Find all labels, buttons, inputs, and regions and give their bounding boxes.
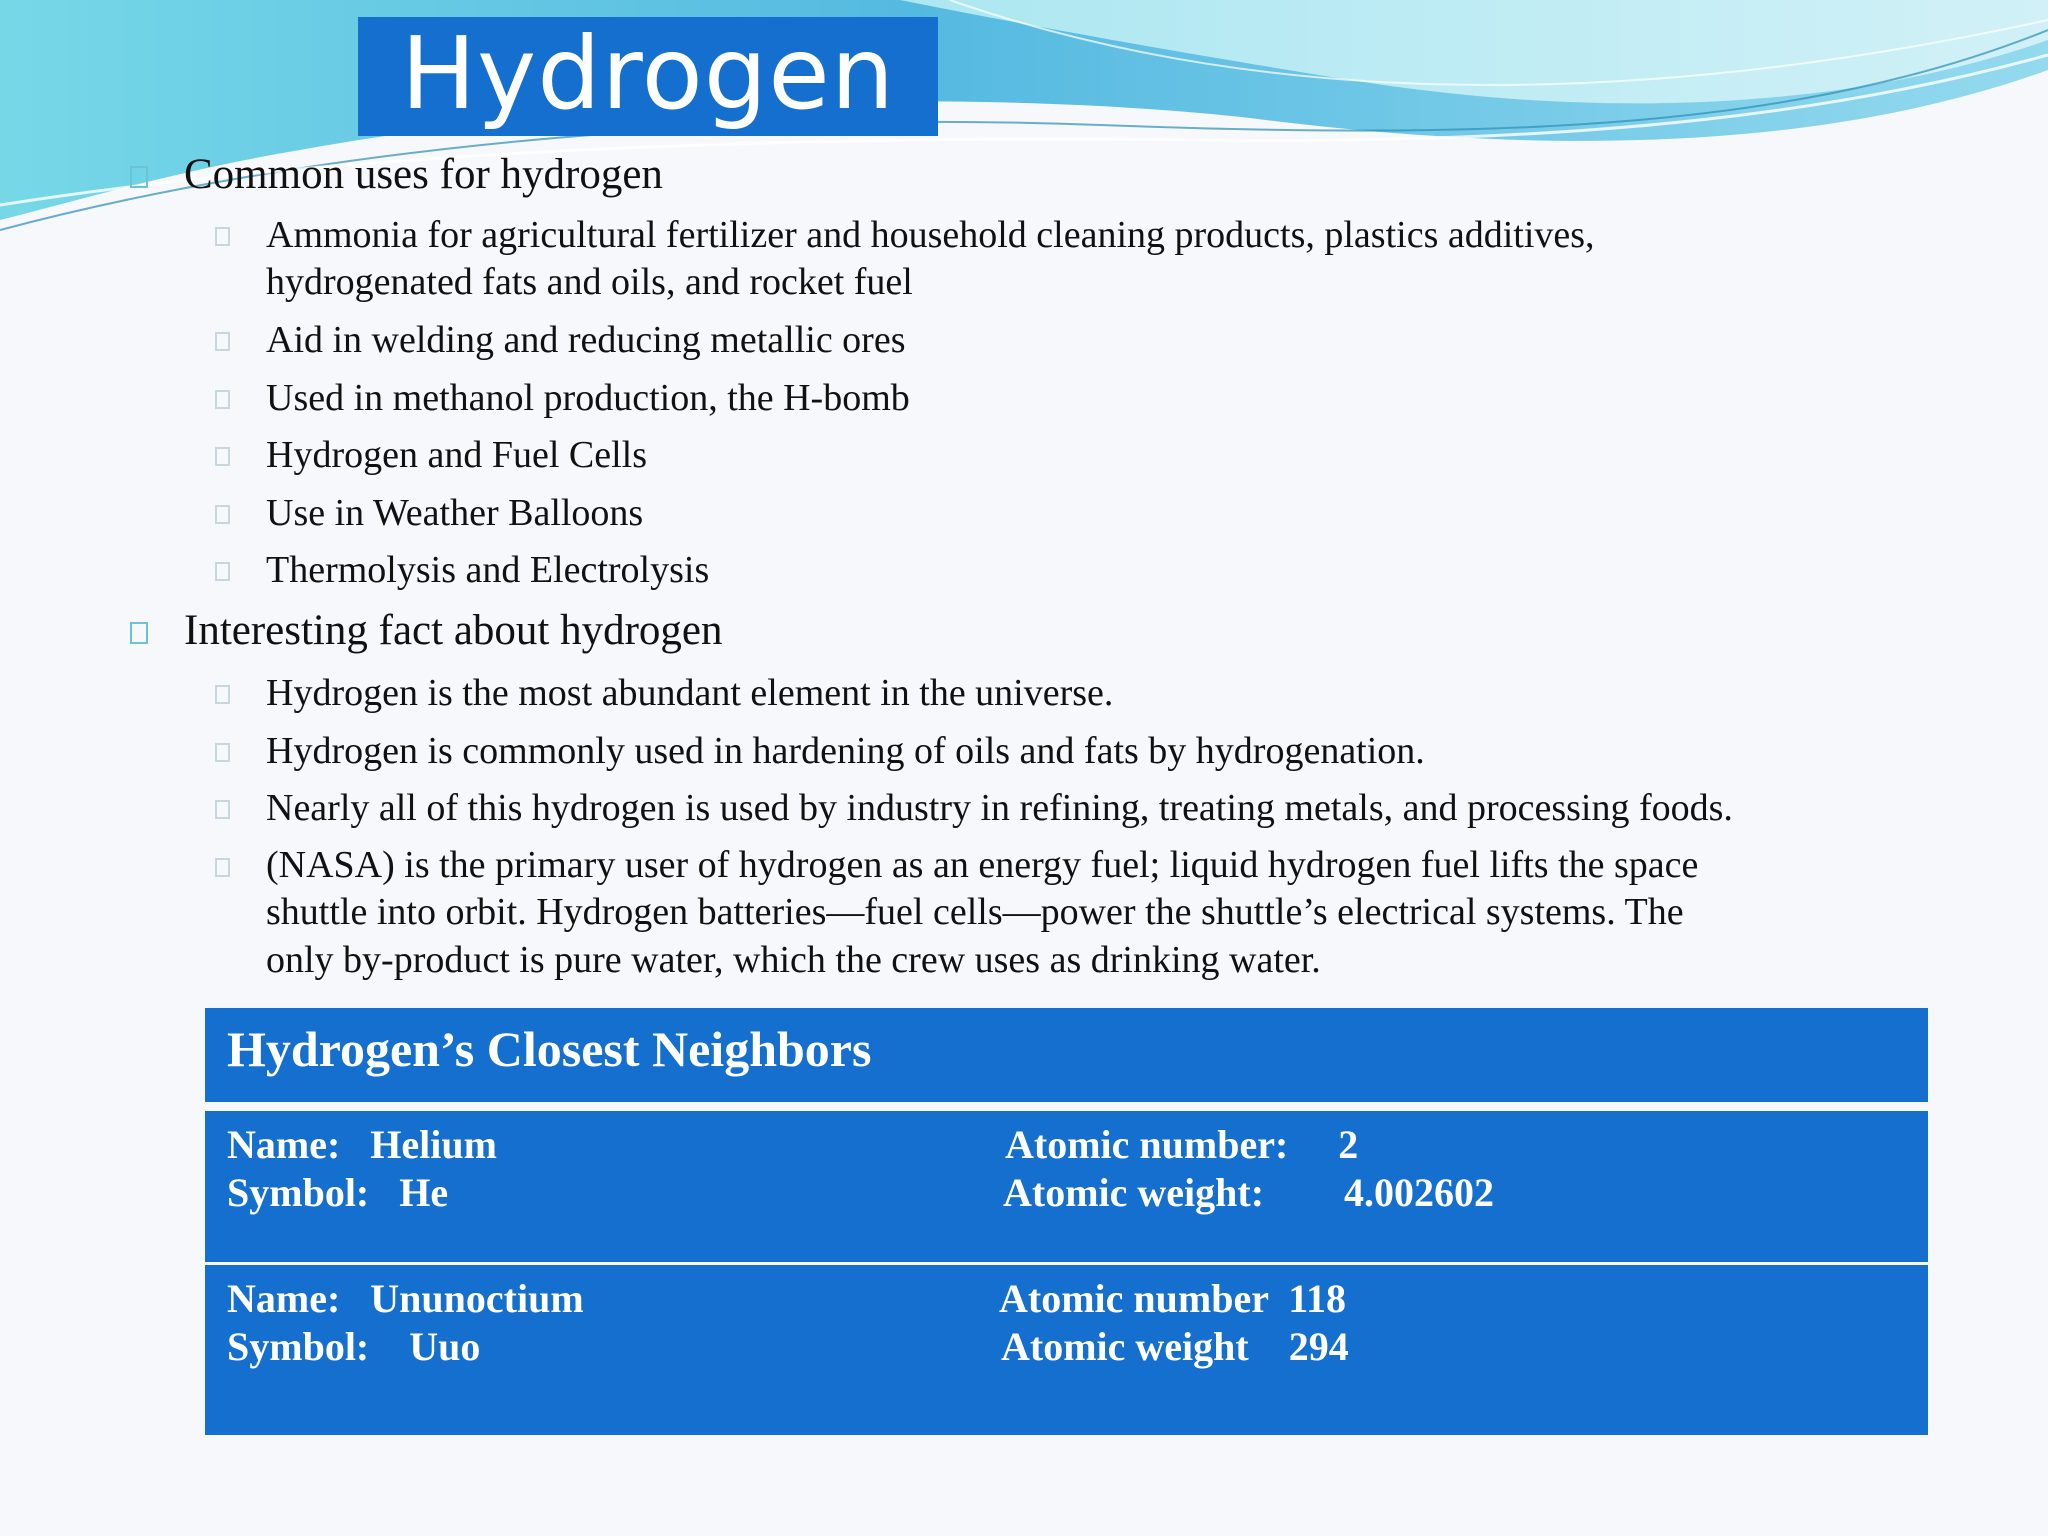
bullet-icon [215,800,230,819]
bullet-icon [215,562,230,581]
list-item: Hydrogen is commonly used in hardening of oils and fats by hydrogenation. [266,730,1425,772]
bullet-icon [215,505,230,524]
list-item-continuation: only by-product is pure water, which the crew uses as drinking water. [266,939,1321,981]
list-item: Used in methanol production, the H-bomb [266,377,910,419]
atomic-number: Atomic number 118 [999,1276,1347,1321]
bullet-icon [215,390,230,409]
table-row [205,1265,1928,1435]
atomic-number: Atomic number: 2 [1005,1122,1359,1167]
atomic-weight: Atomic weight 294 [1001,1324,1349,1369]
list-item-continuation: hydrogenated fats and oils, and rocket fuel [266,261,913,303]
table-header: Hydrogen’s Closest Neighbors [205,1008,1928,1102]
list-item: Aid in welding and reducing metallic ores [266,319,906,361]
list-item: Hydrogen is the most abundant element in the universe. [266,672,1114,714]
section-heading-uses: Common uses for hydrogen [184,151,663,198]
slide-title-box [358,14,938,136]
bullet-icon [215,332,230,351]
header-wave-decoration [0,0,2048,240]
bullet-icon [215,227,230,246]
element-name: Name: Helium [227,1122,497,1167]
list-item: (NASA) is the primary user of hydrogen as an energy fuel; liquid hydrogen fuel lifts the space [266,844,1699,886]
slide-title: Hydrogen [400,14,896,132]
table-row [205,1111,1928,1262]
list-item: Use in Weather Balloons [266,492,644,534]
bullet-icon [215,743,230,762]
element-name: Name: Ununoctium [227,1276,584,1321]
list-item: Ammonia for agricultural fertilizer and household cleaning products, plastics additives, [266,214,1595,256]
section-heading-facts: Interesting fact about hydrogen [184,607,723,654]
bullet-icon [215,858,230,877]
list-item: Hydrogen and Fuel Cells [266,434,648,476]
element-symbol: Symbol: Uuo [227,1324,481,1369]
list-item: Nearly all of this hydrogen is used by industry in refining, treating metals, and processing foods. [266,787,1733,829]
bullet-icon [130,622,148,644]
bullet-icon [215,685,230,704]
atomic-weight: Atomic weight: 4.002602 [1003,1170,1495,1215]
bullet-icon [130,166,148,188]
list-item-continuation: shuttle into orbit. Hydrogen batteries—fuel cells—power the shuttle’s electrical systems. The [266,891,1684,933]
bullet-icon [215,447,230,466]
list-item: Thermolysis and Electrolysis [266,549,710,591]
element-symbol: Symbol: He [227,1170,449,1215]
